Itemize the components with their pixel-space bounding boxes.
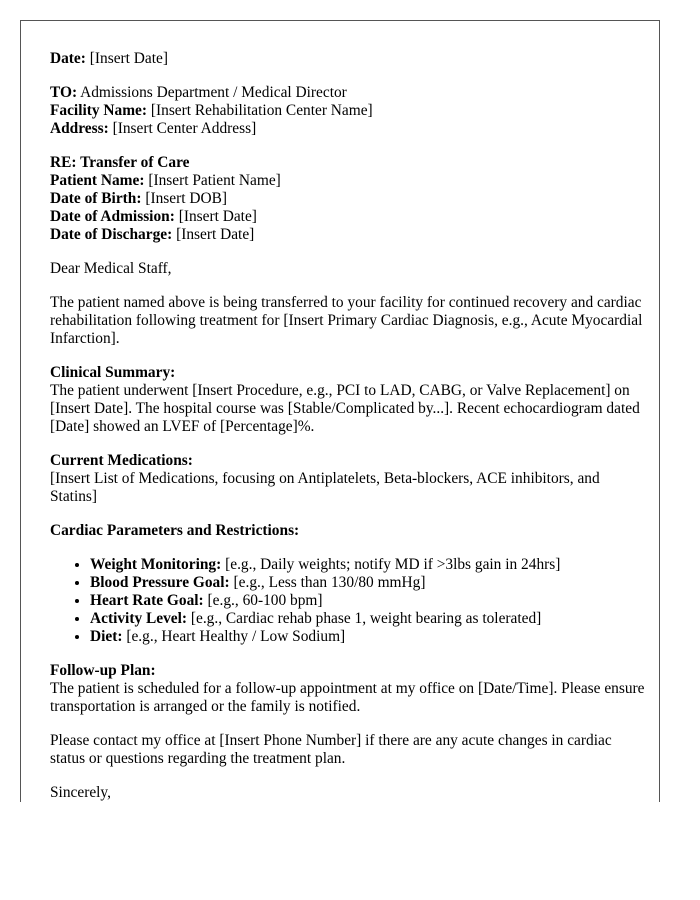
discharge-value: [Insert Date]	[176, 226, 255, 243]
clinical-summary-section	[50, 364, 650, 436]
date-value: [Insert Date]	[89, 50, 168, 67]
parameter-label: Activity Level:	[90, 610, 188, 627]
recipient-block	[50, 84, 650, 138]
parameter-label: Heart Rate Goal:	[90, 592, 204, 609]
medications-section	[50, 452, 650, 506]
parameter-value: [e.g., 60-100 bpm]	[207, 592, 323, 609]
parameters-list	[50, 556, 650, 646]
parameter-value: [e.g., Daily weights; notify MD if >3lbs gain in 24hrs]	[225, 556, 561, 573]
parameter-value: [e.g., Heart Healthy / Low Sodium]	[126, 628, 346, 645]
discharge-line	[50, 226, 650, 244]
letter-page	[20, 20, 660, 802]
intro-paragraph: The patient named above is being transferred to your facility for continued recovery and cardiac rehabilitation following treatment for [Insert Primary Cardiac Diagnosis, e.g., Acute Myocardial Infarction].	[50, 294, 643, 347]
follow-up-heading: Follow-up Plan:	[50, 662, 156, 679]
discharge-label: Date of Discharge:	[50, 226, 173, 243]
facility-value: [Insert Rehabilitation Center Name]	[150, 102, 373, 119]
re-label: RE: Transfer of Care	[50, 154, 190, 171]
clinical-summary-text: The patient underwent [Insert Procedure, e.g., PCI to LAD, CABG, or Valve Replacement] on [Insert Date]. The hospital course was [Stable/Complicated by...]. Recent echocardiogram dated [Date] showed an LVEF of [Percentage]%.	[50, 382, 640, 435]
address-label: Address:	[50, 120, 109, 137]
patient-name-label: Patient Name:	[50, 172, 145, 189]
list-item	[90, 628, 650, 646]
parameter-label: Weight Monitoring:	[90, 556, 222, 573]
medications-heading: Current Medications:	[50, 452, 193, 469]
list-item	[90, 592, 650, 610]
patient-name-line	[50, 172, 650, 190]
address-value: [Insert Center Address]	[112, 120, 257, 137]
dob-label: Date of Birth:	[50, 190, 142, 207]
to-value: Admissions Department / Medical Director	[80, 84, 347, 101]
salutation: Dear Medical Staff,	[50, 260, 172, 277]
parameters-section	[50, 522, 650, 646]
facility-label: Facility Name:	[50, 102, 148, 119]
date-label: Date:	[50, 50, 86, 67]
to-line	[50, 84, 650, 102]
address-line	[50, 120, 650, 138]
closing: Sincerely,	[50, 784, 111, 801]
re-line	[50, 154, 650, 172]
parameters-heading: Cardiac Parameters and Restrictions:	[50, 522, 300, 539]
admission-value: [Insert Date]	[178, 208, 257, 225]
parameter-value: [e.g., Cardiac rehab phase 1, weight bearing as tolerated]	[190, 610, 542, 627]
reference-block	[50, 154, 650, 244]
clinical-summary-heading: Clinical Summary:	[50, 364, 176, 381]
to-label: TO:	[50, 84, 78, 101]
medications-text: [Insert List of Medications, focusing on Antiplatelets, Beta-blockers, ACE inhibitors, and Statins]	[50, 470, 600, 505]
follow-up-section	[50, 662, 650, 716]
list-item	[90, 556, 650, 574]
dob-value: [Insert DOB]	[145, 190, 227, 207]
follow-up-text: The patient is scheduled for a follow-up appointment at my office on [Date/Time]. Please ensure transportation is arranged or the family is notified.	[50, 680, 645, 715]
patient-name-value: [Insert Patient Name]	[148, 172, 281, 189]
letter-content	[50, 50, 650, 802]
admission-label: Date of Admission:	[50, 208, 175, 225]
dob-line	[50, 190, 650, 208]
date-line	[50, 50, 650, 68]
list-item	[90, 574, 650, 592]
parameter-value: [e.g., Less than 130/80 mmHg]	[233, 574, 426, 591]
facility-line	[50, 102, 650, 120]
parameter-label: Diet:	[90, 628, 123, 645]
contact-paragraph: Please contact my office at [Insert Phone Number] if there are any acute changes in cardiac status or questions regarding the treatment plan.	[50, 732, 612, 767]
parameter-label: Blood Pressure Goal:	[90, 574, 230, 591]
admission-line	[50, 208, 650, 226]
list-item	[90, 610, 650, 628]
